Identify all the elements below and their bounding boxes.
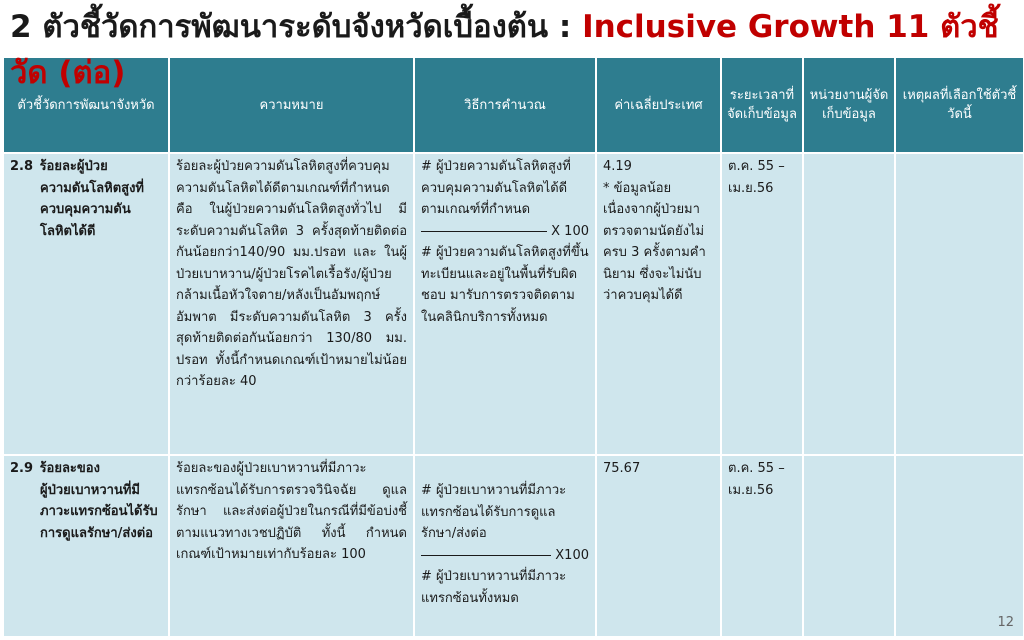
title-main: 2 ตัวชี้วัดการพัฒนาระดับจังหวัดเบื้องต้น : <box>10 9 583 45</box>
header-reason: เหตุผลที่เลือกใช้ตัวชี้วัดนี้ <box>895 57 1024 153</box>
header-period: ระยะเวลาที่จัดเก็บข้อมูล <box>721 57 803 153</box>
period-cell: ต.ค. 55 –เม.ย.56 <box>721 153 803 455</box>
indicator-name-rest: ความดันโลหิตสูงที่ควบคุมความดันโลหิตได้ดี <box>40 180 145 239</box>
meaning-cell: ร้อยละผู้ป่วยความดันโลหิตสูงที่ควบคุมความดันโลหิตได้ดีตามเกณฑ์ที่กำหนด คือ ในผู้ป่วยความดันโลหิตสูงทั่วไป มีระดับความดันโลหิต 3 ครั้งสุดท้ายติดต่อกันน้อยกว่า140/90 มม.ปรอท และ ในผู้ป่วยเบาหวาน/ผู้ป่วยโรคไตเรื้อรัง/ผู้ป่วยกล้ามเนื้อหัวใจตาย/หลังเป็นอัมพฤกษ์อัมพาต มีระดับความดันโลหิต 3 ครั้งสุดท้ายติดต่อกันน้อยกว่า 130/80 มม. ปรอท ทั้งนี้กำหนดเกณฑ์เป้าหมายไม่น้อยกว่าร้อยละ 40 <box>169 153 414 455</box>
average-cell <box>596 153 721 455</box>
reason-cell <box>895 153 1024 455</box>
meaning-cell: ร้อยละของผู้ป่วยเบาหวานที่มีภาวะแทรกซ้อนได้รับการตรวจวินิจฉัย ดูแลรักษา และส่งต่อผู้ป่วยในกรณีที่มีข้อบ่งชี้ ตามแนวทางเวชปฏิบัติ ทั้งนี้ กำหนดเกณฑ์เป้าหมายเท่ากับร้อยละ 100 <box>169 455 414 637</box>
header-meaning: ความหมาย <box>169 57 414 153</box>
indicator-name-rest: ผู้ป่วยเบาหวานที่มีภาวะแทรกซ้อนได้รับการดูแลรักษา/ส่งต่อ <box>40 482 158 541</box>
table-row <box>3 455 1024 637</box>
calc-denominator: # ผู้ป่วยเบาหวานที่มีภาวะแทรกซ้อนทั้งหมด <box>421 569 567 606</box>
indicator-number: 2.9 <box>10 461 34 476</box>
indicator-name-first: ร้อยละผู้ป่วย <box>39 159 108 174</box>
header-indicator: ตัวชี้วัดการพัฒนาจังหวัด <box>3 57 169 153</box>
fraction-line <box>421 221 589 243</box>
agency-cell <box>803 455 895 637</box>
title-accent: Inclusive Growth 11 ตัวชี้วัด (ต่อ) <box>10 9 999 91</box>
fraction-line <box>421 545 589 567</box>
header-calculation: วิธีการคำนวณ <box>414 57 596 153</box>
calc-denominator: # ผู้ป่วยความดันโลหิตสูงที่ขึ้นทะเบียนและอยู่ในพื้นที่รับผิดชอบ มารับการตรวจติดตามในคลินิกบริการทั้งหมด <box>421 245 589 325</box>
period-cell: ต.ค. 55 –เม.ย.56 <box>721 455 803 637</box>
calc-numerator: # ผู้ป่วยความดันโลหิตสูงที่ควบคุมความดันโลหิตได้ดีตามเกณฑ์ที่กำหนด <box>421 159 571 217</box>
indicator-table <box>2 56 1024 638</box>
average-value: 4.19 <box>603 159 632 174</box>
indicator-number: 2.8 <box>10 159 34 174</box>
calc-multiplier: X 100 <box>551 223 589 239</box>
header-agency: หน่วยงานผู้จัดเก็บข้อมูล <box>803 57 895 153</box>
indicator-cell <box>3 455 169 637</box>
average-note: * ข้อมูลน้อย เนื่องจากผู้ป่วยมาตรวจตามนัดยังไม่ครบ 3 ครั้งตามคำนิยาม ซึ่งจะไม่นับว่าควบคุมได้ดี <box>603 180 706 303</box>
calculation-cell <box>414 455 596 637</box>
page-number: 12 <box>997 615 1014 630</box>
average-cell <box>596 455 721 637</box>
calc-numerator: # ผู้ป่วยเบาหวานที่มีภาวะแทรกซ้อนได้รับการดูแลรักษา/ส่งต่อ <box>421 483 567 541</box>
indicator-cell <box>3 153 169 455</box>
average-value: 75.67 <box>603 461 641 476</box>
table-row <box>3 153 1024 455</box>
indicator-name-first: ร้อยละของ <box>39 461 100 476</box>
calculation-cell <box>414 153 596 455</box>
slide-title <box>10 4 1020 96</box>
calc-multiplier: X100 <box>555 547 589 563</box>
reason-cell <box>895 455 1024 637</box>
agency-cell <box>803 153 895 455</box>
header-national-average: ค่าเฉลี่ยประเทศ <box>596 57 721 153</box>
